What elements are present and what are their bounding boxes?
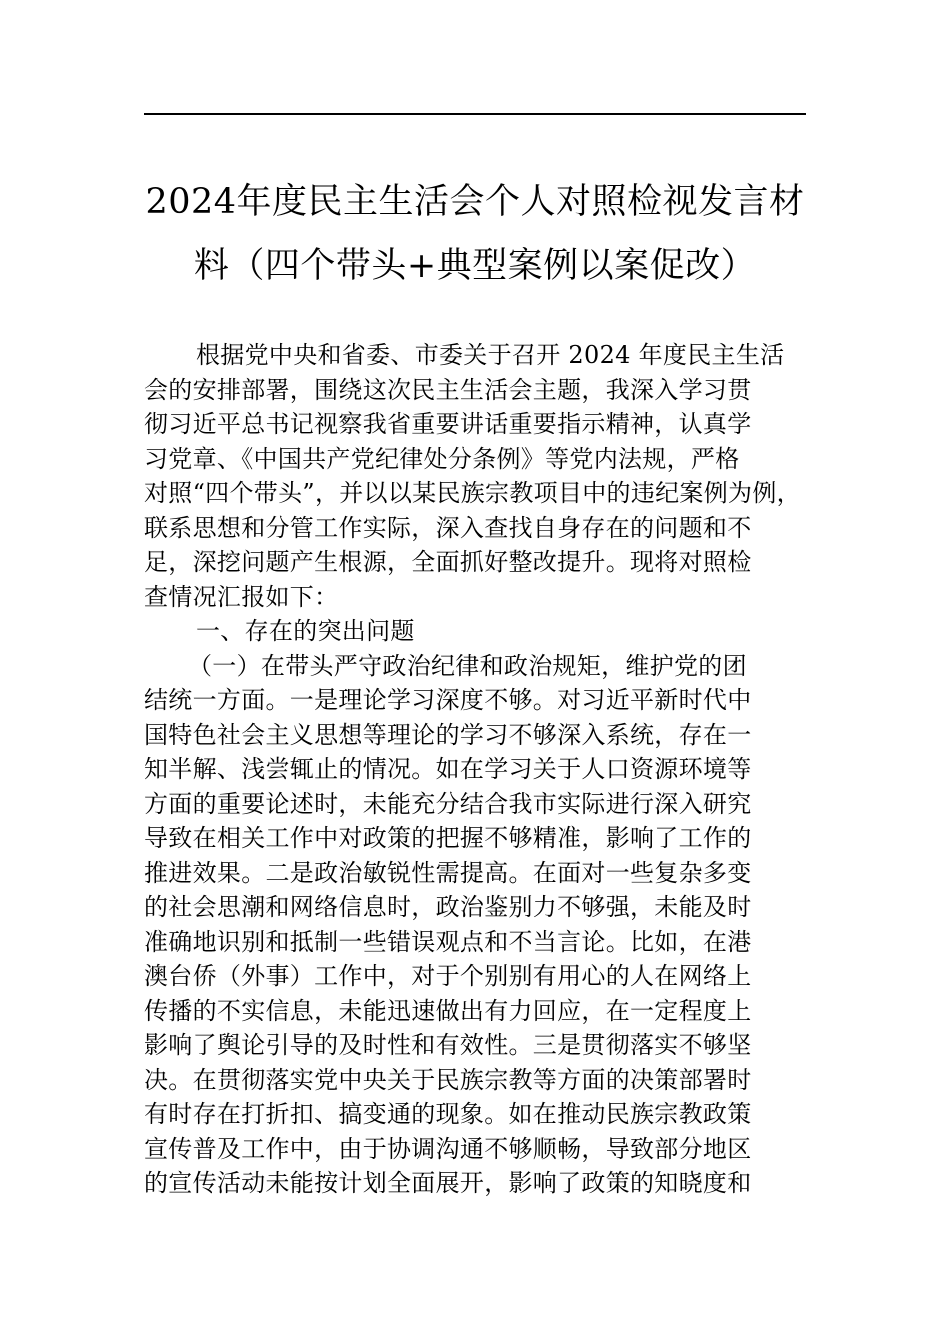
body-line: 决。在贯彻落实党中央关于民族宗教等方面的决策部署时 (144, 1065, 752, 1094)
body-line: 彻习近平总书记视察我省重要讲话重要指示精神，认真学 (144, 410, 752, 438)
body-line: 结统一方面。一是理论学习深度不够。对习近平新时代中 (144, 686, 752, 714)
body-line: 导致在相关工作中对政策的把握不够精准，影响了工作的 (144, 824, 752, 852)
body-line: 影响了舆论引导的及时性和有效性。三是贯彻落实不够坚 (144, 1031, 752, 1059)
body-line: 传播的不实信息，未能迅速做出有力回应，在一定程度上 (144, 996, 752, 1025)
body-line: 根据党中央和省委、市委关于召开 2024 年度民主生活 (196, 341, 785, 369)
body-line: 国特色社会主义思想等理论的学习不够深入系统，存在一 (144, 720, 752, 749)
body-line: （一）在带头严守政治纪律和政治规矩，维护党的团 (188, 651, 747, 680)
header-divider (144, 113, 806, 115)
body-line: 联系思想和分管工作实际，深入查找自身存在的问题和不 (144, 513, 752, 542)
body-line: 的社会思潮和网络信息时，政治鉴别力不够强，未能及时 (144, 893, 752, 921)
body-line: 会的安排部署，围绕这次民主生活会主题，我深入学习贯 (144, 375, 752, 404)
body-line: 查情况汇报如下： (144, 582, 339, 611)
body-line: 准确地识别和抵制一些错误观点和不当言论。比如，在港 (144, 927, 752, 956)
section-heading: 一、存在的突出问题 (196, 617, 415, 645)
body-line: 澳台侨（外事）工作中，对于个别别有用心的人在网络上 (144, 962, 752, 990)
document-title (144, 170, 806, 298)
body-line: 习党章、《中国共产党纪律处分条例》等党内法规，严格 (144, 444, 740, 473)
body-line: 的宣传活动未能按计划全面展开，影响了政策的知晓度和 (144, 1169, 752, 1197)
document-body (144, 338, 806, 1201)
body-line: 知半解、浅尝辄止的情况。如在学习关于人口资源环境等 (144, 755, 752, 783)
body-line: 足，深挖问题产生根源，全面抓好整改提升。现将对照检 (144, 548, 752, 576)
title-line: 2024年度民主生活会个人对照检视发言材 (145, 182, 805, 222)
body-line: 推进效果。二是政治敏锐性需提高。在面对一些复杂多变 (144, 858, 752, 887)
body-line: 对照“四个带头”，并以以某民族宗教项目中的违纪案例为例， (144, 479, 801, 507)
body-line: 有时存在打折扣、搞变通的现象。如在推动民族宗教政策 (144, 1100, 752, 1128)
body-line: 宣传普及工作中，由于协调沟通不够顺畅，导致部分地区 (144, 1134, 752, 1163)
title-line: 料（四个带头+典型案例以案促改） (193, 246, 757, 286)
body-line: 方面的重要论述时，未能充分结合我市实际进行深入研究 (144, 789, 752, 818)
